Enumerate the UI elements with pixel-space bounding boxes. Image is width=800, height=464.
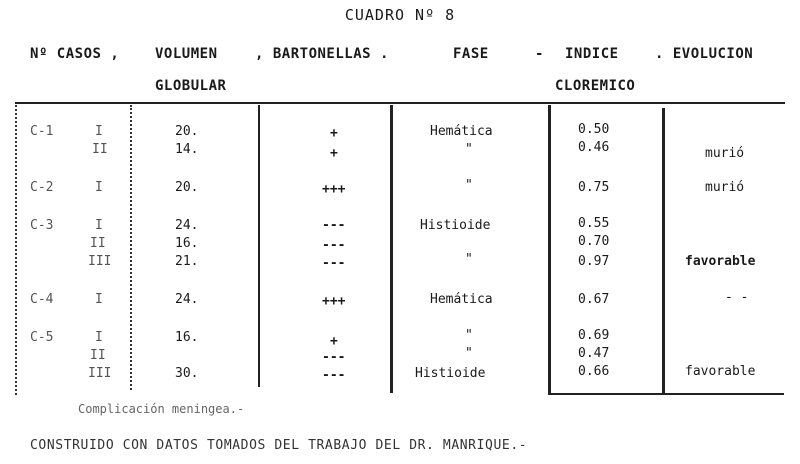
table-title: CUADRO Nº 8 bbox=[344, 6, 456, 24]
header-volumen: VOLUMEN bbox=[155, 46, 218, 62]
header-indice-sub: CLOREMICO bbox=[555, 78, 636, 94]
cell-roman: III bbox=[88, 254, 112, 269]
cell-caso: C-1 bbox=[30, 124, 54, 139]
cell-fase: " bbox=[465, 252, 473, 267]
cell-fase: " bbox=[465, 346, 473, 361]
cell-evolucion: - - bbox=[725, 290, 749, 305]
cell-bartonellas: --- bbox=[322, 368, 346, 383]
cell-volumen: 16. bbox=[175, 330, 199, 345]
cell-evolucion: favorable bbox=[685, 364, 756, 379]
column-rule bbox=[390, 105, 393, 393]
cell-indice: 0.47 bbox=[578, 346, 610, 361]
cell-volumen: 16. bbox=[175, 236, 199, 251]
cell-bartonellas: + bbox=[330, 126, 338, 141]
cell-fase: " bbox=[465, 328, 473, 343]
header-casos: Nº CASOS , bbox=[30, 46, 120, 62]
cell-indice: 0.46 bbox=[578, 140, 610, 155]
cell-bartonellas: --- bbox=[322, 256, 346, 271]
cell-indice: 0.75 bbox=[578, 180, 610, 195]
column-rule bbox=[258, 105, 260, 387]
cell-indice: 0.50 bbox=[578, 122, 610, 137]
cell-indice: 0.70 bbox=[578, 234, 610, 249]
cell-bartonellas: --- bbox=[322, 350, 346, 365]
cell-fase: Histioide bbox=[420, 218, 491, 233]
cell-fase: Histioide bbox=[415, 366, 486, 381]
cell-bartonellas: + bbox=[330, 334, 338, 349]
cell-bartonellas: --- bbox=[322, 238, 346, 253]
cell-caso: C-5 bbox=[30, 330, 54, 345]
cell-roman: II bbox=[90, 348, 106, 363]
cell-roman: I bbox=[95, 180, 103, 195]
cell-volumen: 21. bbox=[175, 254, 199, 269]
cell-bartonellas: +++ bbox=[322, 294, 346, 309]
cell-bartonellas: +++ bbox=[322, 182, 346, 197]
cell-volumen: 24. bbox=[175, 218, 199, 233]
cell-roman: III bbox=[88, 366, 112, 381]
cell-caso: C-2 bbox=[30, 180, 54, 195]
cell-evolucion: murió bbox=[705, 180, 745, 195]
cell-caso: C-4 bbox=[30, 292, 54, 307]
table-top-rule bbox=[15, 102, 785, 104]
cell-bartonellas: + bbox=[330, 146, 338, 161]
column-rule bbox=[130, 105, 132, 390]
cell-bartonellas: --- bbox=[322, 218, 346, 233]
header-volumen-sub: GLOBULAR bbox=[155, 78, 227, 94]
cell-fase: " bbox=[465, 142, 473, 157]
cell-evolucion: murió bbox=[705, 146, 745, 161]
header-indice: INDICE bbox=[565, 46, 619, 62]
column-rule bbox=[15, 105, 17, 395]
cell-caso: C-3 bbox=[30, 218, 54, 233]
header-fase: FASE bbox=[453, 46, 489, 62]
table-bottom-rule bbox=[548, 393, 784, 395]
cell-roman: I bbox=[95, 292, 103, 307]
cell-evolucion: favorable bbox=[685, 254, 756, 269]
cell-indice: 0.55 bbox=[578, 216, 610, 231]
cell-indice: 0.67 bbox=[578, 292, 610, 307]
cell-fase: " bbox=[465, 178, 473, 193]
column-rule bbox=[662, 108, 665, 395]
cell-fase: Hemática bbox=[430, 124, 493, 139]
cell-roman: II bbox=[90, 236, 106, 251]
column-rule bbox=[548, 105, 551, 395]
header-separator: - bbox=[535, 46, 544, 62]
cell-volumen: 20. bbox=[175, 124, 199, 139]
cell-fase: Hemática bbox=[430, 292, 493, 307]
cell-volumen: 30. bbox=[175, 366, 199, 381]
header-bartonellas: , BARTONELLAS . bbox=[255, 46, 389, 62]
cell-indice: 0.69 bbox=[578, 328, 610, 343]
footnote: Complicación meningea.- bbox=[78, 402, 245, 416]
cell-roman: I bbox=[95, 218, 103, 233]
source-note: CONSTRUIDO CON DATOS TOMADOS DEL TRABAJO DEL DR. MANRIQUE.- bbox=[30, 438, 528, 453]
cell-roman: I bbox=[95, 330, 103, 345]
header-evolucion: . EVOLUCION bbox=[655, 46, 754, 62]
cell-volumen: 14. bbox=[175, 142, 199, 157]
cell-indice: 0.66 bbox=[578, 364, 610, 379]
cell-roman: II bbox=[92, 142, 108, 157]
cell-volumen: 20. bbox=[175, 180, 199, 195]
cell-indice: 0.97 bbox=[578, 254, 610, 269]
cell-roman: I bbox=[95, 124, 103, 139]
cell-volumen: 24. bbox=[175, 292, 199, 307]
